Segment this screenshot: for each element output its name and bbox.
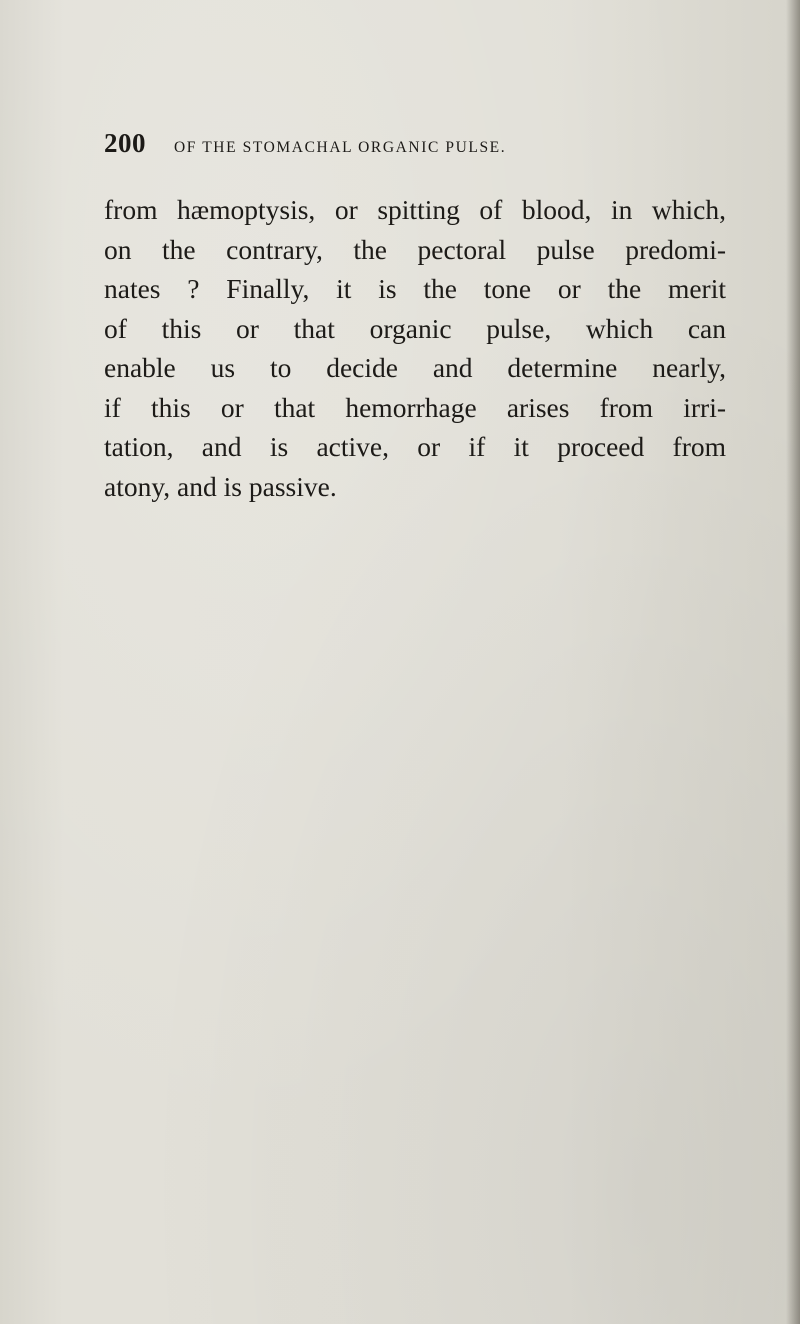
page-number: 200 [104, 128, 146, 158]
text-line: if this or that hemorrhage arises from irri- [104, 391, 726, 423]
running-title: OF THE STOMACHAL ORGANIC PULSE. [174, 139, 507, 156]
text-line: tation, and is active, or if it proceed from [104, 431, 726, 462]
page-header [104, 128, 724, 164]
text-line: on the contrary, the pectoral pulse predomi- [104, 233, 726, 265]
text-line: atony, and is passive. [104, 470, 337, 502]
page-edge-shadow [786, 0, 800, 1324]
body-paragraph [104, 190, 726, 506]
text-line: nates ? Finally, it is the tone or the merit [104, 273, 726, 304]
text-line: from hæmoptysis, or spitting of blood, in which, [104, 194, 726, 225]
text-line: of this or that organic pulse, which can [104, 312, 726, 344]
text-line: enable us to decide and determine nearly, [104, 352, 726, 383]
